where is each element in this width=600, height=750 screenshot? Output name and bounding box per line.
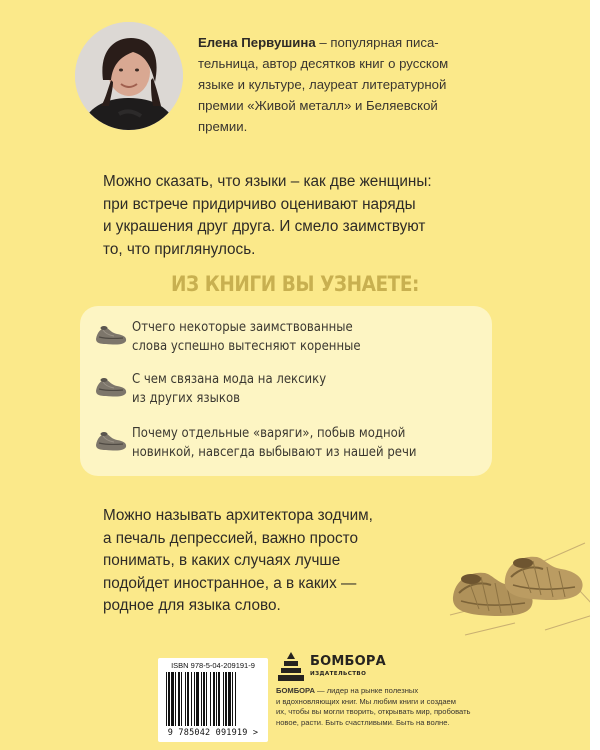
learn-item-line: слова успешно вытесняют коренные	[132, 339, 361, 354]
author-photo	[75, 22, 183, 130]
barcode-bar	[210, 672, 211, 726]
barcode-bar	[223, 672, 224, 726]
author-bio-line: тельница, автор десятков книг о русском	[198, 56, 449, 71]
barcode-bar	[218, 672, 220, 726]
barcode-bar	[194, 672, 195, 726]
outro-line: подойдет иностранное, а в каких —	[103, 574, 357, 592]
barcode-bar	[166, 672, 167, 726]
barcode-bar	[178, 672, 180, 726]
learn-item-text	[132, 318, 452, 356]
barcode-bar	[201, 672, 202, 726]
barcode-bar	[203, 672, 205, 726]
isbn-label: ISBN 978-5-04-209191-9	[171, 661, 255, 670]
learn-item-line: С чем связана мода на лексику	[132, 372, 327, 387]
learn-item-line: Отчего некоторые заимствованные	[132, 320, 353, 335]
publisher-line: их, чтобы вы могли творить, открывать мир, пробовать	[276, 707, 471, 717]
publisher-name: БОМБОРА	[276, 686, 315, 695]
author-bio-line: – популярная писа-	[315, 35, 439, 50]
barcode-bar	[228, 672, 231, 726]
publisher-description	[276, 686, 516, 728]
bast-shoe-icon	[94, 322, 128, 348]
publisher-line: — лидер на рынке полезных	[314, 686, 419, 695]
author-bio-line: языке и культуре, лауреат литературной	[198, 77, 447, 92]
learn-box	[80, 306, 492, 476]
outro-line: родное для языка слово.	[103, 597, 281, 614]
barcode-bar	[225, 672, 227, 726]
learn-item-line: из других языков	[132, 391, 240, 406]
barcode-bar	[206, 672, 207, 726]
bombora-logo-icon	[276, 650, 306, 684]
lead-paragraph	[103, 171, 513, 261]
bast-shoe-icon	[94, 428, 128, 454]
publisher-line: и вдохновляющих книг. Мы любим книги и создаем	[276, 696, 457, 706]
barcode-bar	[187, 672, 189, 726]
publisher-line: новое, расти. Быть счастливыми. Быть на волне.	[276, 717, 450, 727]
bast-shoes-illustration	[445, 535, 595, 640]
barcode-block	[158, 658, 268, 742]
learn-item-text	[132, 424, 452, 462]
outro-line: а печаль депрессией, важно просто	[103, 529, 358, 547]
publisher-logo-subtitle: ИЗДАТЕЛЬСТВО	[310, 671, 367, 677]
barcode-bar	[191, 672, 192, 726]
lead-line: при встрече придирчиво оценивают наряды	[103, 195, 416, 213]
learn-item-line: новинкой, навсегда выбывают из нашей речи	[132, 445, 417, 460]
author-bio-line: премии.	[198, 119, 248, 134]
learn-item-line: Почему отдельные «варяги», побыв модной	[132, 426, 406, 441]
barcode-bar	[168, 672, 170, 726]
learn-heading: ИЗ КНИГИ ВЫ УЗНАЕТЕ:	[170, 272, 419, 296]
barcode-digits: 9 785042 091919 >	[167, 728, 259, 738]
bast-shoe-icon	[94, 374, 128, 400]
outro-line: понимать, в каких случаях лучше	[103, 552, 341, 569]
barcode	[166, 672, 260, 726]
author-bio	[198, 32, 528, 137]
learn-item-text	[132, 370, 452, 408]
barcode-bar	[185, 672, 186, 726]
barcode-bar	[175, 672, 176, 726]
barcode-bar	[232, 672, 233, 726]
barcode-bar	[196, 672, 199, 726]
author-bio-line: премии «Живой металл» и Беляевской	[198, 98, 438, 113]
barcode-bar	[171, 672, 174, 726]
lead-line: и украшения друг друга. И смело заимствуют	[103, 218, 426, 235]
publisher-logo	[276, 650, 396, 684]
barcode-bar	[213, 672, 215, 726]
barcode-bar	[181, 672, 182, 726]
lead-line: Можно сказать, что языки – как две женщины:	[103, 173, 432, 190]
barcode-bar	[216, 672, 217, 726]
publisher-logo-name: БОМБОРА	[310, 654, 386, 669]
outro-line: Можно называть архитектора зодчим,	[103, 507, 373, 524]
author-name: Елена Первушина	[198, 35, 316, 50]
barcode-bar	[235, 672, 236, 726]
lead-line: то, что приглянулось.	[103, 240, 256, 258]
